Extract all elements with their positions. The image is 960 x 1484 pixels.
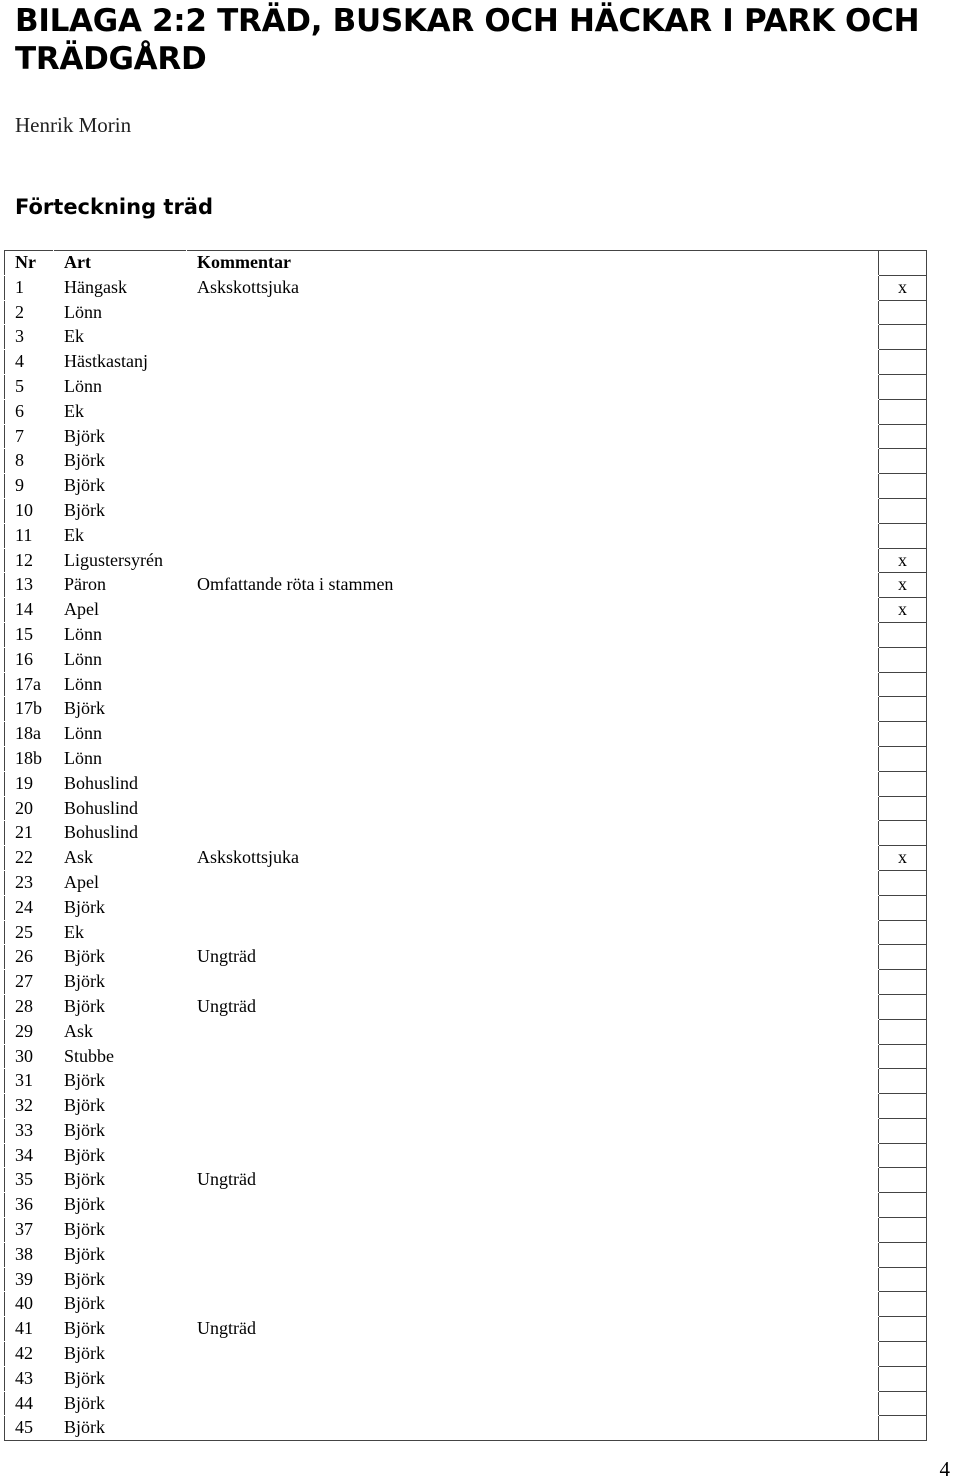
tree-number: 5 (5, 374, 54, 399)
tree-species: Lönn (54, 746, 187, 771)
table-row (5, 424, 927, 449)
tree-comment (187, 374, 879, 399)
tree-mark (879, 1267, 927, 1292)
tree-species: Björk (54, 697, 187, 722)
tree-species: Lönn (54, 672, 187, 697)
table-row (5, 300, 927, 325)
tree-number: 20 (5, 796, 54, 821)
tree-mark (879, 1193, 927, 1218)
table-row (5, 1317, 927, 1342)
table-row (5, 994, 927, 1019)
tree-comment (187, 771, 879, 796)
table-row (5, 895, 927, 920)
tree-mark (879, 771, 927, 796)
tree-species: Björk (54, 1342, 187, 1367)
tree-comment (187, 325, 879, 350)
tree-table (4, 250, 927, 1441)
tree-comment: Ungträd (187, 945, 879, 970)
tree-comment: Askskottsjuka (187, 846, 879, 871)
tree-number: 18b (5, 746, 54, 771)
tree-species: Björk (54, 1416, 187, 1441)
tree-mark (879, 1218, 927, 1243)
tree-number: 16 (5, 647, 54, 672)
tree-mark (879, 647, 927, 672)
tree-comment (187, 1094, 879, 1119)
tree-comment (187, 920, 879, 945)
tree-comment: Ungträd (187, 1317, 879, 1342)
tree-species: Lönn (54, 300, 187, 325)
page-number: 4 (939, 1457, 950, 1481)
tree-species: Bohuslind (54, 771, 187, 796)
tree-number: 2 (5, 300, 54, 325)
table-body (5, 275, 927, 1440)
tree-mark (879, 1118, 927, 1143)
tree-mark (879, 821, 927, 846)
tree-mark (879, 399, 927, 424)
tree-number: 4 (5, 350, 54, 375)
tree-mark (879, 945, 927, 970)
tree-number: 38 (5, 1242, 54, 1267)
tree-number: 7 (5, 424, 54, 449)
tree-species: Björk (54, 970, 187, 995)
tree-species: Päron (54, 573, 187, 598)
table-row (5, 647, 927, 672)
tree-mark (879, 498, 927, 523)
tree-number: 13 (5, 573, 54, 598)
table-row (5, 498, 927, 523)
tree-mark (879, 1342, 927, 1367)
tree-comment (187, 523, 879, 548)
table-row (5, 672, 927, 697)
table-row (5, 870, 927, 895)
tree-species: Stubbe (54, 1044, 187, 1069)
table-row (5, 796, 927, 821)
table-row (5, 1391, 927, 1416)
tree-number: 18a (5, 722, 54, 747)
tree-number: 14 (5, 598, 54, 623)
tree-comment (187, 1292, 879, 1317)
tree-comment (187, 1416, 879, 1441)
header-art: Art (54, 251, 187, 276)
tree-mark (879, 1242, 927, 1267)
tree-mark (879, 622, 927, 647)
tree-number: 10 (5, 498, 54, 523)
tree-species: Björk (54, 1118, 187, 1143)
tree-species: Björk (54, 498, 187, 523)
tree-number: 6 (5, 399, 54, 424)
tree-comment (187, 1044, 879, 1069)
tree-species: Lönn (54, 647, 187, 672)
tree-mark (879, 424, 927, 449)
tree-comment (187, 350, 879, 375)
tree-mark: x (879, 548, 927, 573)
tree-comment (187, 697, 879, 722)
tree-species: Björk (54, 1193, 187, 1218)
section-heading: Förteckning träd (15, 195, 214, 219)
table-row (5, 548, 927, 573)
tree-number: 17b (5, 697, 54, 722)
tree-number: 1 (5, 275, 54, 300)
tree-comment (187, 474, 879, 499)
tree-comment: Ungträd (187, 1168, 879, 1193)
tree-mark (879, 672, 927, 697)
tree-species: Björk (54, 895, 187, 920)
tree-comment (187, 1342, 879, 1367)
tree-mark: x (879, 598, 927, 623)
tree-comment (187, 672, 879, 697)
table-row (5, 771, 927, 796)
tree-number: 22 (5, 846, 54, 871)
tree-number: 3 (5, 325, 54, 350)
tree-mark (879, 523, 927, 548)
tree-comment (187, 647, 879, 672)
tree-comment (187, 424, 879, 449)
tree-species: Björk (54, 424, 187, 449)
tree-species: Hästkastanj (54, 350, 187, 375)
tree-species: Ligustersyrén (54, 548, 187, 573)
table-row (5, 1094, 927, 1119)
tree-number: 34 (5, 1143, 54, 1168)
table-row (5, 920, 927, 945)
tree-species: Björk (54, 1094, 187, 1119)
tree-species: Björk (54, 1366, 187, 1391)
tree-species: Lönn (54, 722, 187, 747)
tree-species: Lönn (54, 622, 187, 647)
tree-comment (187, 746, 879, 771)
tree-species: Apel (54, 870, 187, 895)
tree-mark (879, 449, 927, 474)
tree-mark (879, 1019, 927, 1044)
tree-mark (879, 350, 927, 375)
tree-number: 21 (5, 821, 54, 846)
document-title: BILAGA 2:2 TRÄD, BUSKAR OCH HÄCKAR I PARK OCH TRÄDGÅRD (15, 3, 920, 77)
tree-number: 44 (5, 1391, 54, 1416)
table-row (5, 374, 927, 399)
tree-number: 36 (5, 1193, 54, 1218)
tree-number: 19 (5, 771, 54, 796)
tree-comment (187, 1143, 879, 1168)
table-row (5, 821, 927, 846)
tree-species: Björk (54, 1143, 187, 1168)
tree-mark (879, 1416, 927, 1441)
table-row (5, 846, 927, 871)
author-name: Henrik Morin (15, 113, 132, 137)
tree-mark (879, 870, 927, 895)
tree-species: Björk (54, 1168, 187, 1193)
table-row (5, 474, 927, 499)
header-mark (879, 251, 927, 276)
tree-comment (187, 1193, 879, 1218)
tree-mark (879, 1317, 927, 1342)
tree-mark: x (879, 846, 927, 871)
tree-species: Björk (54, 1242, 187, 1267)
tree-comment (187, 895, 879, 920)
tree-comment (187, 1267, 879, 1292)
tree-comment (187, 1069, 879, 1094)
tree-number: 25 (5, 920, 54, 945)
tree-mark (879, 1391, 927, 1416)
table-row (5, 1069, 927, 1094)
tree-comment (187, 399, 879, 424)
tree-number: 23 (5, 870, 54, 895)
tree-mark (879, 374, 927, 399)
tree-comment (187, 796, 879, 821)
tree-number: 35 (5, 1168, 54, 1193)
tree-species: Björk (54, 1218, 187, 1243)
tree-species: Ek (54, 325, 187, 350)
tree-number: 15 (5, 622, 54, 647)
tree-number: 39 (5, 1267, 54, 1292)
tree-mark (879, 722, 927, 747)
tree-species: Ek (54, 523, 187, 548)
tree-comment (187, 722, 879, 747)
tree-mark (879, 1143, 927, 1168)
tree-number: 29 (5, 1019, 54, 1044)
table-row (5, 1267, 927, 1292)
tree-number: 43 (5, 1366, 54, 1391)
tree-number: 45 (5, 1416, 54, 1441)
tree-comment (187, 300, 879, 325)
tree-species: Ask (54, 846, 187, 871)
tree-number: 27 (5, 970, 54, 995)
tree-species: Apel (54, 598, 187, 623)
tree-species: Hängask (54, 275, 187, 300)
table-row (5, 1416, 927, 1441)
tree-mark (879, 1044, 927, 1069)
table-row (5, 1118, 927, 1143)
header-kommentar: Kommentar (187, 251, 879, 276)
table-row (5, 598, 927, 623)
tree-number: 17a (5, 672, 54, 697)
tree-species: Björk (54, 945, 187, 970)
tree-comment (187, 1118, 879, 1143)
table-row (5, 573, 927, 598)
tree-species: Björk (54, 994, 187, 1019)
tree-comment (187, 598, 879, 623)
tree-number: 11 (5, 523, 54, 548)
tree-mark (879, 325, 927, 350)
tree-comment (187, 821, 879, 846)
tree-mark (879, 300, 927, 325)
tree-species: Björk (54, 1267, 187, 1292)
tree-mark (879, 796, 927, 821)
tree-mark (879, 994, 927, 1019)
tree-number: 31 (5, 1069, 54, 1094)
table-row (5, 970, 927, 995)
tree-mark: x (879, 275, 927, 300)
tree-comment (187, 1218, 879, 1243)
tree-number: 40 (5, 1292, 54, 1317)
tree-species: Björk (54, 1292, 187, 1317)
table-row (5, 622, 927, 647)
tree-mark (879, 1168, 927, 1193)
tree-species: Björk (54, 1069, 187, 1094)
table-row (5, 399, 927, 424)
tree-comment: Ungträd (187, 994, 879, 1019)
tree-comment: Omfattande röta i stammen (187, 573, 879, 598)
table-row (5, 1193, 927, 1218)
table-row (5, 945, 927, 970)
tree-number: 32 (5, 1094, 54, 1119)
tree-number: 30 (5, 1044, 54, 1069)
table-row (5, 275, 927, 300)
tree-comment: Askskottsjuka (187, 275, 879, 300)
tree-mark (879, 1366, 927, 1391)
tree-species: Ek (54, 399, 187, 424)
tree-number: 28 (5, 994, 54, 1019)
table-row (5, 1218, 927, 1243)
tree-number: 42 (5, 1342, 54, 1367)
table-row (5, 1168, 927, 1193)
tree-number: 33 (5, 1118, 54, 1143)
tree-species: Björk (54, 449, 187, 474)
tree-number: 12 (5, 548, 54, 573)
table-row (5, 1143, 927, 1168)
tree-species: Lönn (54, 374, 187, 399)
tree-comment (187, 622, 879, 647)
tree-comment (187, 870, 879, 895)
tree-mark (879, 474, 927, 499)
tree-mark (879, 970, 927, 995)
table-row (5, 325, 927, 350)
tree-comment (187, 1019, 879, 1044)
tree-number: 9 (5, 474, 54, 499)
table-row (5, 1292, 927, 1317)
tree-comment (187, 548, 879, 573)
tree-comment (187, 1391, 879, 1416)
tree-mark (879, 895, 927, 920)
tree-number: 37 (5, 1218, 54, 1243)
table-row (5, 1044, 927, 1069)
tree-number: 26 (5, 945, 54, 970)
tree-comment (187, 970, 879, 995)
table-row (5, 746, 927, 771)
tree-mark (879, 1094, 927, 1119)
tree-comment (187, 449, 879, 474)
tree-species: Bohuslind (54, 796, 187, 821)
table-row (5, 350, 927, 375)
tree-species: Ek (54, 920, 187, 945)
table-row (5, 1242, 927, 1267)
tree-species: Bohuslind (54, 821, 187, 846)
table-header-row (5, 251, 927, 276)
tree-comment (187, 498, 879, 523)
tree-number: 8 (5, 449, 54, 474)
tree-comment (187, 1242, 879, 1267)
table-row (5, 523, 927, 548)
tree-species: Björk (54, 1391, 187, 1416)
tree-species: Ask (54, 1019, 187, 1044)
table-row (5, 1366, 927, 1391)
table-row (5, 1019, 927, 1044)
tree-comment (187, 1366, 879, 1391)
tree-species: Björk (54, 1317, 187, 1342)
table-row (5, 449, 927, 474)
tree-number: 41 (5, 1317, 54, 1342)
tree-species: Björk (54, 474, 187, 499)
table-row (5, 1342, 927, 1367)
table-row (5, 722, 927, 747)
header-nr: Nr (5, 251, 54, 276)
tree-mark (879, 1069, 927, 1094)
tree-mark (879, 746, 927, 771)
tree-number: 24 (5, 895, 54, 920)
table-row (5, 697, 927, 722)
tree-mark (879, 697, 927, 722)
tree-mark (879, 920, 927, 945)
tree-mark: x (879, 573, 927, 598)
tree-mark (879, 1292, 927, 1317)
